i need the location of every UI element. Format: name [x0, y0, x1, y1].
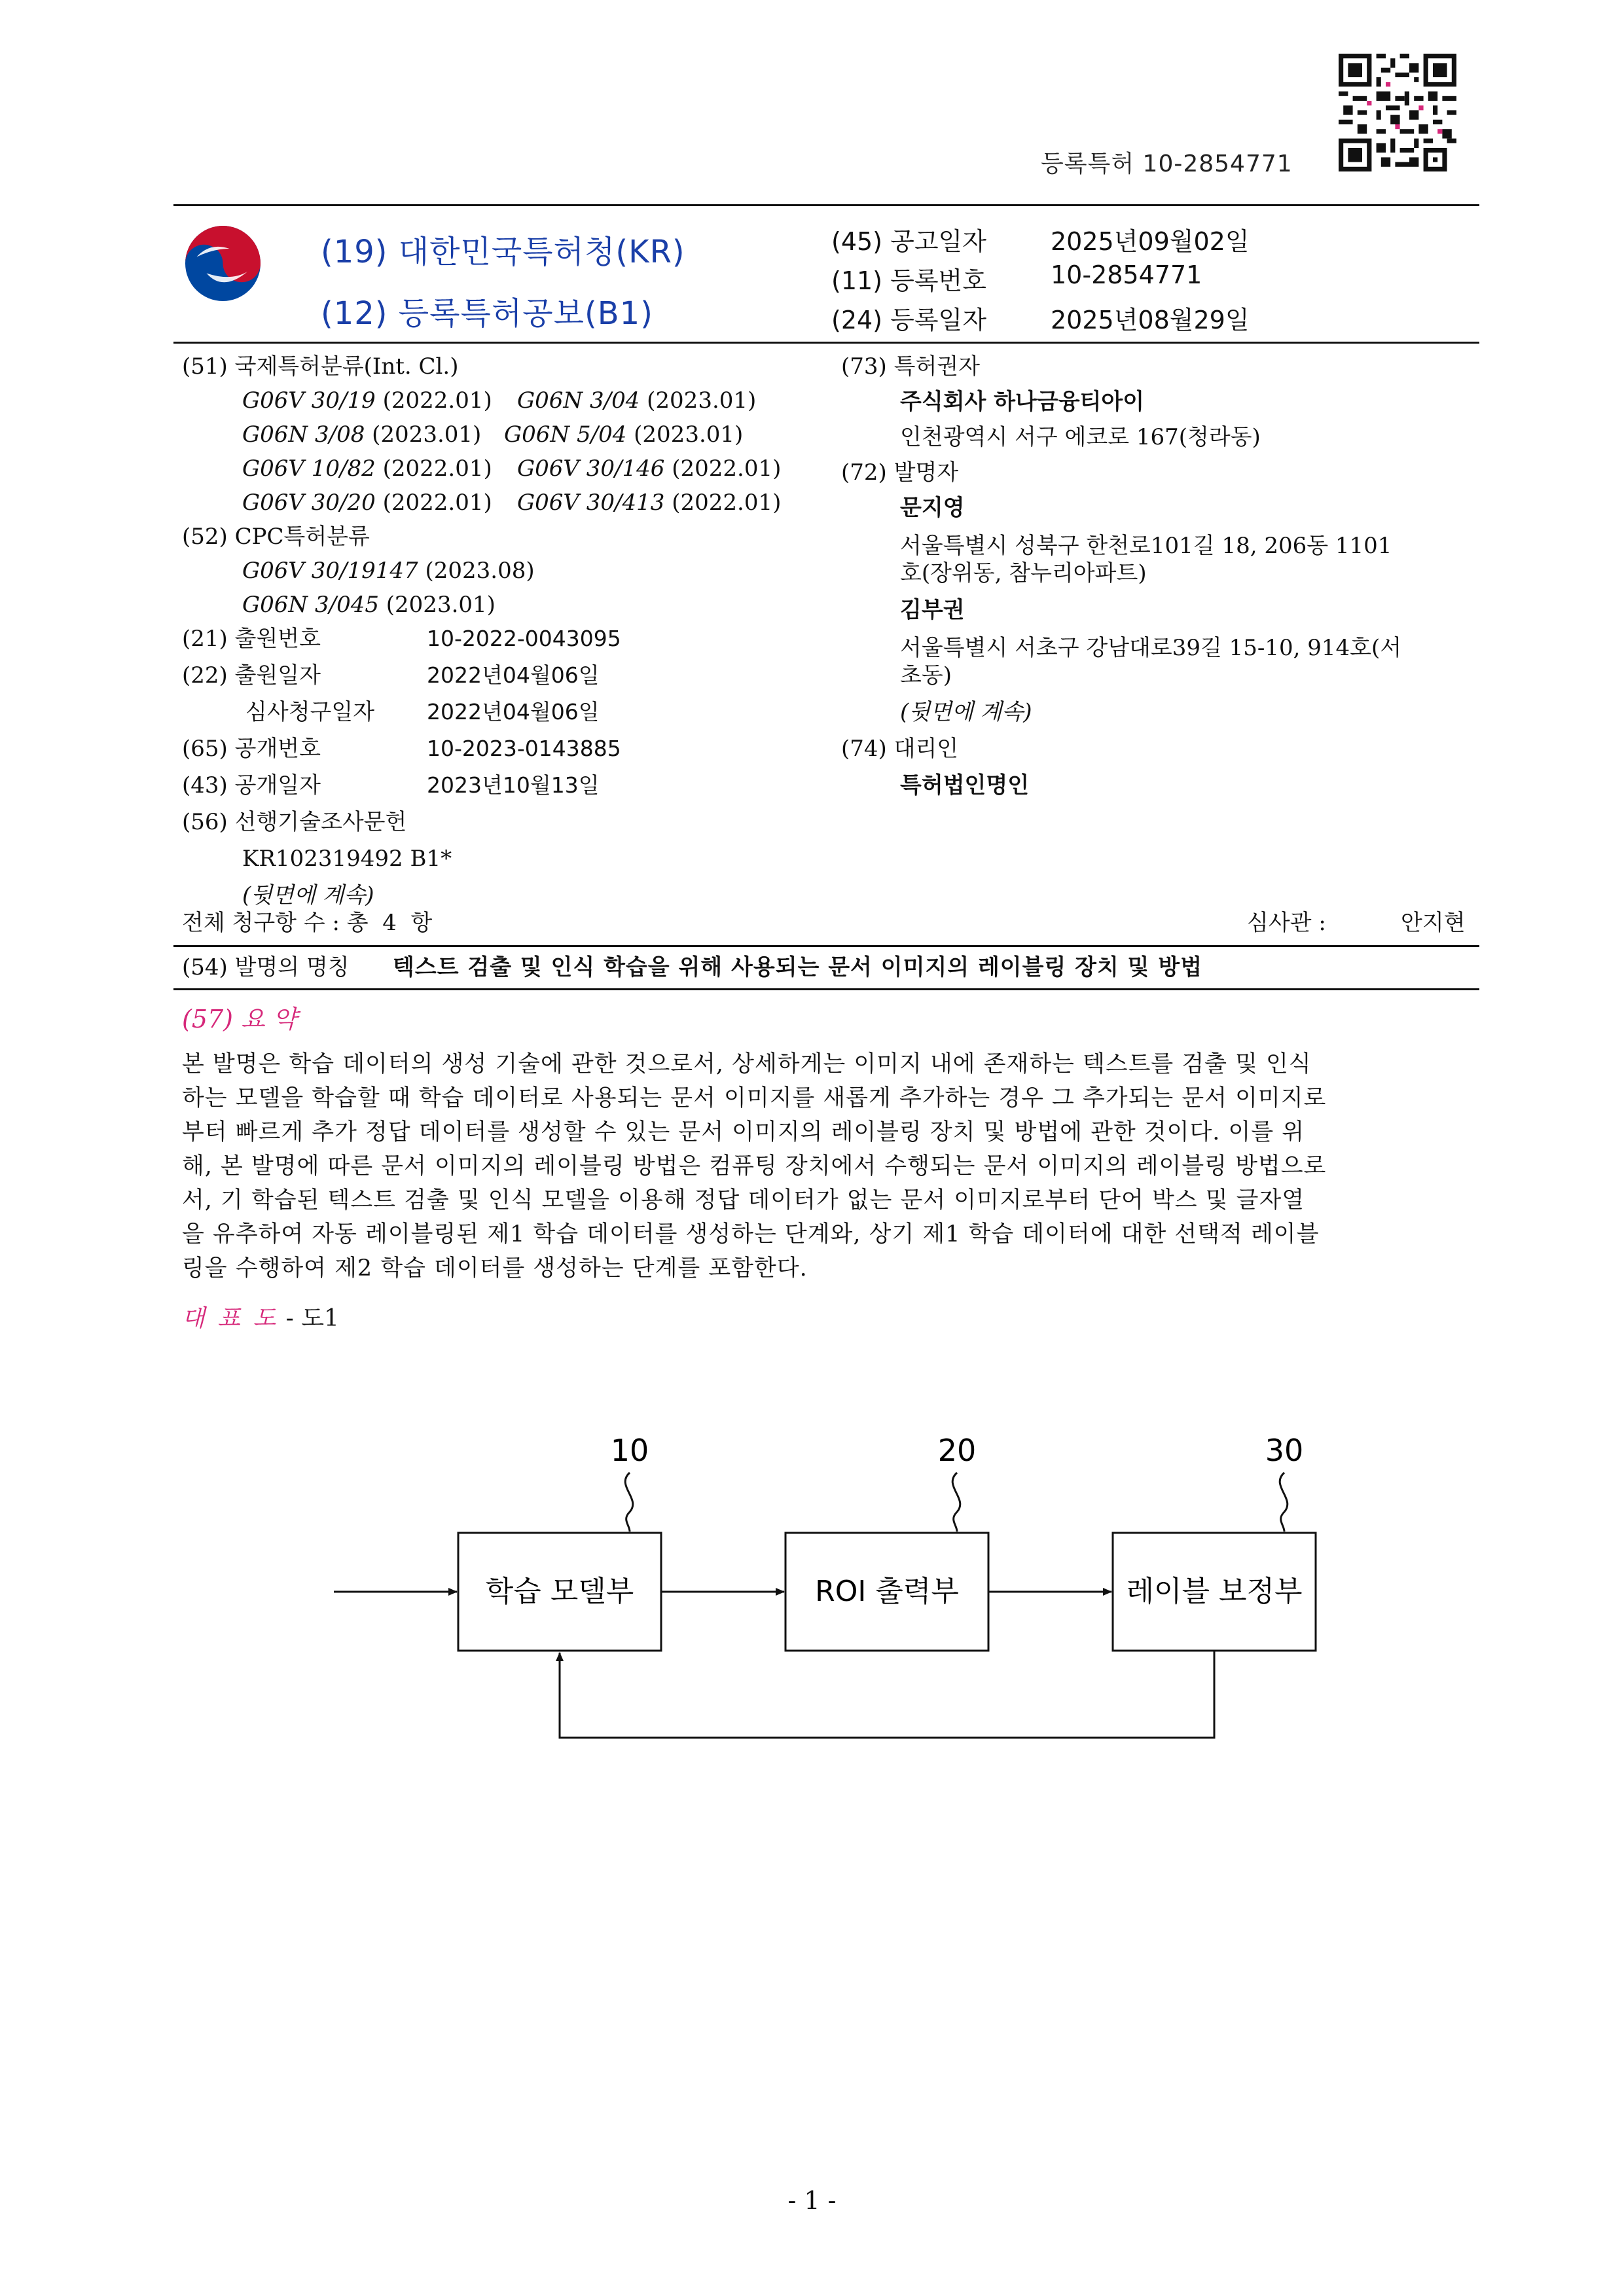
representative-label: 대 표 도: [182, 1305, 279, 1332]
leader-30: [1280, 1473, 1288, 1532]
prior-art-value: KR102319492 B1*: [242, 846, 452, 872]
agent-name: 특허법인명인: [900, 772, 1030, 798]
inventor-1-address: 서울특별시 성북구 한천로101길 18, 206동 1101: [900, 533, 1392, 559]
owner-name: 주식회사 하나금융티아이: [900, 389, 1145, 415]
invention-title-label: (54) 발명의 명칭: [182, 954, 350, 980]
inventor-1-name: 문지영: [900, 495, 965, 521]
inventor-1-address-cont: 호(장위동, 참누리아파트): [900, 560, 1147, 586]
header-row-regno: (11) 등록번호: [831, 266, 986, 295]
right-continued: (뒷면에 계속): [900, 699, 1032, 725]
feedback-loop-line: [560, 1651, 1214, 1738]
ipc-line-3: G06V 10/82 (2022.01): [242, 456, 492, 482]
app-date-value: 2022년04월06일: [427, 662, 600, 688]
app-number-label: (21) 출원번호: [182, 626, 321, 652]
header-row-announce: (45) 공고일자: [831, 227, 986, 256]
representative-value: - 도1: [285, 1305, 339, 1332]
examiner-label: 심사관 :: [1247, 910, 1326, 936]
ipc-line-4: G06V 30/20 (2022.01): [242, 490, 492, 516]
cpc-title: (52) CPC특허분류: [182, 524, 370, 550]
claims-count: 전체 청구항 수 : 총 4 항: [182, 910, 433, 936]
registration-number-label: 등록특허 10-2854771: [1041, 151, 1293, 177]
representative-figure: [182, 1300, 339, 1333]
header-row-regdate: (24) 등록일자: [831, 306, 986, 334]
abstract-body: [182, 1047, 1471, 1285]
block-20-number: 20: [937, 1433, 977, 1468]
cpc-line-2: G06N 3/045 (2023.01): [242, 592, 496, 618]
ipc-line-3b: G06V 30/146 (2022.01): [517, 456, 782, 482]
block-10-number: 10: [610, 1433, 649, 1468]
abstract-line: 을 유추하여 자동 레이블링된 제1 학습 데이터를 생성하는 단계와, 상기 제1 학습 데이터에 대한 선택적 레이블: [182, 1221, 1320, 1247]
leader-20: [952, 1473, 960, 1532]
exam-request-label: 심사청구일자: [245, 699, 375, 725]
ipc-line-2b: G06N 5/04 (2023.01): [504, 422, 744, 448]
owner-title: (73) 특허권자: [841, 353, 980, 380]
header-rule: [173, 342, 1479, 344]
exam-request-value: 2022년04월06일: [427, 699, 600, 725]
invention-title: 텍스트 검출 및 인식 학습을 위해 사용되는 문서 이미지의 레이블링 장치 및 방법: [393, 954, 1203, 980]
ipc-title: (51) 국제특허분류(Int. Cl.): [182, 353, 459, 380]
inventor-2-name: 김부권: [900, 597, 965, 623]
inventor-title: (72) 발명자: [841, 459, 959, 486]
cpc-line-1: G06V 30/19147 (2023.08): [242, 558, 535, 584]
block-diagram: [327, 1427, 1342, 1754]
abstract-line: 서, 기 학습된 텍스트 검출 및 인식 모델을 이용해 정답 데이터가 없는 문서 이미지로부터 단어 박스 및 글자열: [182, 1187, 1305, 1213]
title-top-rule: [173, 945, 1479, 947]
left-continued: (뒷면에 계속): [242, 882, 374, 908]
ipc-line-4b: G06V 30/413 (2022.01): [517, 490, 782, 516]
abstract-line: 하는 모델을 학습할 때 학습 데이터로 사용되는 문서 이미지를 새롭게 추가하는 경우 그 추가되는 문서 이미지로: [182, 1085, 1327, 1111]
header-row-regdate-value: 2025년08월29일: [1051, 306, 1250, 334]
ipc-line-1: G06V 30/19 (2022.01): [242, 387, 492, 414]
header-row-regno-value: 10-2854771: [1051, 260, 1202, 289]
header-row-announce-value: 2025년09월02일: [1051, 227, 1250, 256]
block-20-label: ROI 출력부: [815, 1575, 959, 1608]
prior-art-title: (56) 선행기술조사문헌: [182, 809, 407, 835]
agent-title: (74) 대리인: [841, 736, 959, 762]
block-10-label: 학습 모델부: [485, 1575, 634, 1608]
abstract-line: 부터 빠르게 추가 정답 데이터를 생성할 수 있는 문서 이미지의 레이블링 장치 및 방법에 관한 것이다. 이를 위: [182, 1119, 1305, 1145]
pub-date-label: (43) 공개일자: [182, 772, 321, 798]
abstract-line: 해, 본 발명에 따른 문서 이미지의 레이블링 방법은 컴퓨팅 장치에서 수행되는 문서 이미지의 레이블링 방법으로: [182, 1153, 1327, 1179]
inventor-2-address: 서울특별시 서초구 강남대로39길 15-10, 914호(서: [900, 635, 1402, 661]
block-30-number: 30: [1265, 1433, 1304, 1468]
kipo-logo-icon: [182, 223, 264, 304]
page-number: - 1 -: [787, 2186, 837, 2215]
leader-10: [625, 1473, 633, 1532]
owner-address: 인천광역시 서구 에코로 167(청라동): [900, 424, 1261, 450]
pub-number-label: (65) 공개번호: [182, 736, 321, 762]
abstract-line: 본 발명은 학습 데이터의 생성 기술에 관한 것으로서, 상세하게는 이미지 내에 존재하는 텍스트를 검출 및 인식: [182, 1051, 1312, 1077]
publication-type: (12) 등록특허공보(B1): [321, 295, 653, 332]
abstract-line: 링을 수행하여 제2 학습 데이터를 생성하는 단계를 포함한다.: [182, 1255, 808, 1282]
office-name: (19) 대한민국특허청(KR): [321, 234, 685, 270]
abstract-heading: (57) 요 약: [182, 1005, 297, 1033]
app-date-label: (22) 출원일자: [182, 662, 321, 689]
title-bottom-rule: [173, 988, 1479, 990]
inventor-2-address-cont: 초동): [900, 662, 952, 689]
pub-number-value: 10-2023-0143885: [427, 736, 621, 761]
block-30-label: 레이블 보정부: [1126, 1575, 1303, 1608]
pub-date-value: 2023년10월13일: [427, 772, 600, 798]
ipc-line-1b: G06N 3/04 (2023.01): [517, 387, 757, 414]
top-rule: [173, 204, 1479, 206]
app-number-value: 10-2022-0043095: [427, 626, 621, 651]
ipc-line-2: G06N 3/08 (2023.01): [242, 422, 482, 448]
examiner-name: 안지현: [1401, 910, 1466, 936]
qr-code: [1339, 54, 1456, 171]
